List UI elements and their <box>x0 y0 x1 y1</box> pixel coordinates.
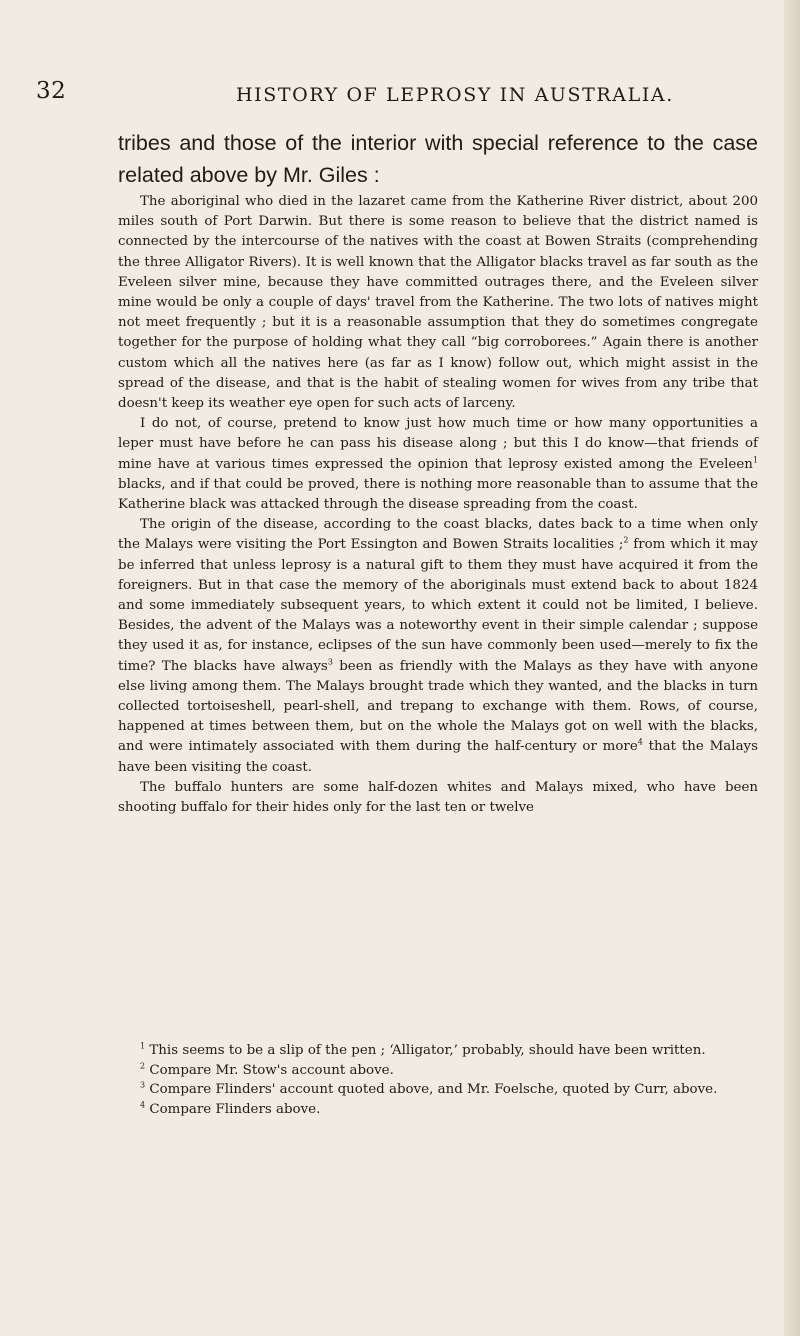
paragraph-2-text-a: I do not, of course, pretend to know just how much time or how many opportunities a leper must have before he can pass his disease along ; but this I do know—that friends of mine have at various times expressed the opinion that leprosy existed among the Eveleen <box>118 416 758 472</box>
footnote-2 <box>118 1061 758 1081</box>
footnote-4 <box>118 1100 758 1120</box>
footnote-text: Compare Flinders above. <box>145 1101 321 1117</box>
footnote-mark: 4 <box>140 1100 146 1110</box>
paragraph-3-text-c: been as friendly with the Malays as they have with anyone else living among them. The Malays brought trade which they wanted, and the blacks in turn collected tortoiseshell, pearl-shell, and trepang to exchange with them. Rows, of course, happened at times between them, but on the whole the Malays got on well with the blacks, and were intimately associated with them during the half-century or more <box>118 658 759 755</box>
footnote-ref-4[interactable]: 4 <box>637 738 643 748</box>
paragraph-3-text-d: that the Malays have been visiting the coast. <box>118 739 758 775</box>
footnote-3 <box>118 1080 758 1100</box>
page-header <box>36 78 746 110</box>
footnote-1 <box>118 1041 758 1061</box>
paragraph-2 <box>118 414 758 515</box>
paragraph-3-text-b: from which it may be inferred that unless leprosy is a natural gift to them they must have acquired it from the foreigners. But in that case the memory of the aboriginals must extend back to about 1824 and some immediately subsequent years, to which extent it could not be limited, I believe. Besides, the advent of the Malays was a noteworthy event in their simple calendar ; suppose they used it as, for instance, eclipses of the sun have commonly been used—merely to fix the time? The blacks have always <box>118 537 758 674</box>
footnote-mark: 2 <box>140 1061 146 1071</box>
paragraph-1: The aboriginal who died in the lazaret came from the Katherine River district, about 200 miles south of Port Darwin. But there is some reason to believe that the district named is connected by the intercourse of the natives with the coast at Bowen Straits (comprehending the three Alligator Rivers). It is well known that the Alligator blacks travel as far south as the Eveleen silver mine, because they have committed outrages there, and the Eveleen silver mine would be only a couple of days' travel from the Katherine. The two lots of natives might not meet frequently ; but it is a reasonable assumption that they do sometimes congregate together for the purpose of holding what they call “big corroborees.” Again there is another custom which all the natives here (as far as I know) follow out, which might assist in the spread of the disease, and that is the habit of stealing women for wives from any tribe that doesn't keep its weather eye open for such acts of larceny. <box>118 194 758 412</box>
page-edge <box>784 0 800 1336</box>
running-title: HISTORY OF LEPROSY IN AUSTRALIA. <box>236 84 674 106</box>
footnote-mark: 3 <box>140 1080 146 1090</box>
paragraph-3-text-a: The origin of the disease, according to the coast blacks, dates back to a time when only the Malays were visiting the Port Essington and Bowen Straits localities ; <box>118 517 758 553</box>
paragraph-2-text-b: blacks, and if that could be proved, there is nothing more reasonable than to assume that the Katherine black was attacked through the disease spreading from the coast. <box>118 476 758 513</box>
footnote-ref-2[interactable]: 2 <box>623 535 629 545</box>
footnote-text: Compare Flinders' account quoted above, and Mr. Foelsche, quoted by Curr, above. <box>145 1082 718 1098</box>
footnote-text: This seems to be a slip of the pen ; ‘Alligator,’ probably, should have been written. <box>145 1043 706 1058</box>
page-number: 32 <box>36 78 67 104</box>
paragraph-3 <box>118 515 758 778</box>
footnote-ref-1[interactable]: 1 <box>752 455 758 465</box>
footnote-text: Compare Mr. Stow's account above. <box>145 1062 394 1078</box>
lead-paragraph <box>118 127 758 191</box>
paragraph-4: The buffalo hunters are some half-dozen whites and Malays mixed, who have been shooting buffalo for their hides only for the last ten or twelve <box>118 779 758 816</box>
footnotes <box>118 1041 758 1119</box>
footnote-ref-3[interactable]: 3 <box>327 657 333 667</box>
quoted-letter <box>118 192 758 818</box>
lead-text: tribes and those of the interior with special reference to the case related above by Mr. Giles : <box>118 131 758 187</box>
footnote-mark: 1 <box>140 1041 146 1051</box>
